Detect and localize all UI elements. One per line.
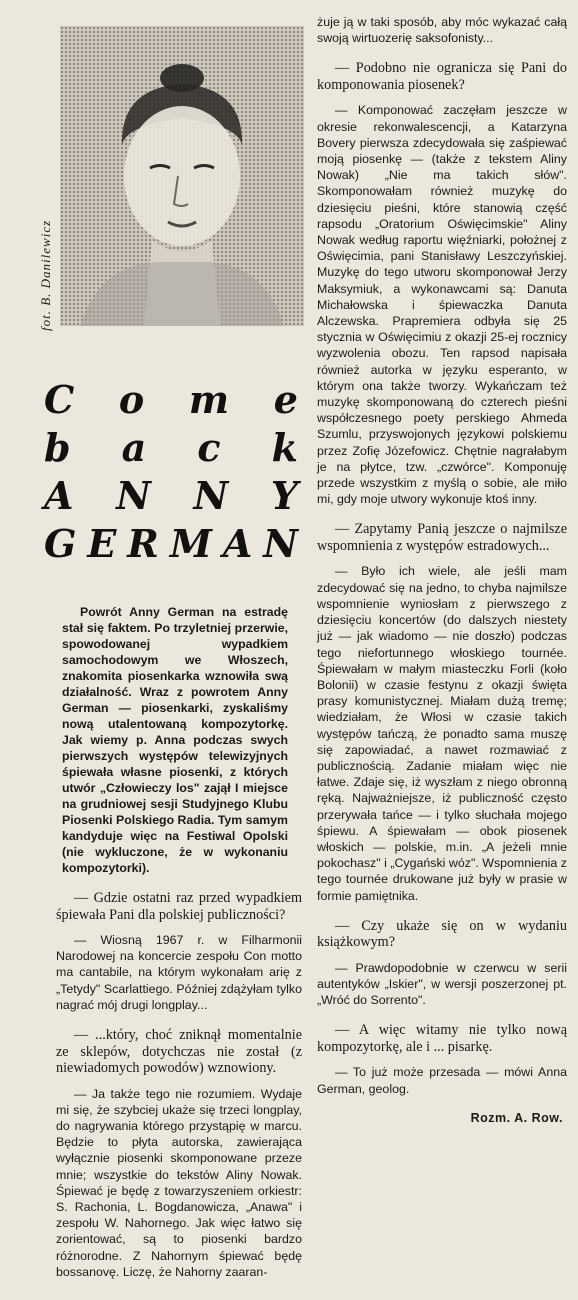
question-1: — Gdzie ostatni raz przed wypadkiem śpiewała Pani dla polskiej publiczności? [56, 890, 302, 923]
headline-row-3 [44, 472, 298, 520]
lead-paragraph: Powrót Anny German na estradę stał się faktem. Po trzyletniej przerwie, spowodowanej wypadkiem samochodowym we Włoszech, znakomita piosenkarka wznowiła swą działalność. Wraz z powrotem Anny German — piosenkarki, zyskaliśmy nową utalentowaną kompozytorkę. Jak wiemy p. Anna podczas swych pierwszych występów telewizyjnych śpiewała własne piosenki, z których utwór „Człowieczy los" zajął I miejsce na grudniowej sesji Studyjnego Klubu Piosenki Polskiego Radia. Tym samym kandyduje więc na Festiwal Opolski (nie wykluczone, że w wykonaniu kompozytorki). [62, 605, 288, 875]
headline-letter: Y [270, 473, 298, 518]
headline-letter: N [193, 473, 229, 518]
headline-letter: e [273, 377, 298, 422]
question-2: — ...który, choć zniknął momentalnie ze sklepów, dotychczas nie został (z niewiadomych powodów) wznowiony. [56, 1027, 302, 1077]
headline-letter: A [222, 521, 253, 566]
headline-letter: k [271, 425, 298, 470]
headline-letter: c [197, 425, 221, 470]
headline-row-2 [44, 424, 298, 472]
author-signature: Rozm. A. Row. [470, 1110, 563, 1125]
headline-row-1 [44, 376, 298, 424]
photo-credit: fot. B. Danilewicz [38, 219, 53, 331]
headline [38, 376, 308, 568]
answer-3: — Komponować zaczęłam jeszcze w okresie rekonwalescencji, a Katarzyna Bovery pierwsza zdecydowała się zaśpiewać moją piosenkę — (także z tekstem Aliny Nowak) „Nie ma takich słów". Skomponowałam również muzykę do dziesięciu pieśni, które stanowią część rapsodu „Oratorium Oświęcimskie" Aliny Nowak według raportu więźniarki, położnej z Oświęcimia, pani Stanisławy Leszczyńskiej. Muzykę do tego utworu skomponował Jerzy Maksymiuk, a wykonawcami są: Danuta Michałowska i śpiewaczka Danuta Alczewska. Prapremiera odbyła się 25 stycznia w Oświęcimiu z okazji 25-ej rocznicy wyzwolenia obozu. Ten rapsod napisała również autorka w języku esperanto, w którym ona także tworzy. Wykańczam też muzykę skomponowaną do czterech pieśni współczesnego poety perskiego Ahmeda Szumlu, przyswojonych językowi polskiemu przez Zofię Józefowicz. Chętnie nagrałabym je na płytce, tzw. „czwórce". Komponuję przede wszystkim z myślą o sobie, ale miło mi, gdy moje utwory wykonuje ktoś inny. [317, 103, 567, 507]
right-column [315, 14, 573, 1125]
headline-letter: a [121, 425, 147, 470]
headline-letter: E [87, 521, 117, 566]
question-6: — A więc witamy nie tylko nową kompozytorkę, ale i ... pisarkę. [317, 1022, 567, 1055]
question-3: — Podobno nie ogranicza się Pani do komponowania piosenek? [317, 60, 567, 93]
headline-letter: m [188, 377, 230, 422]
answer-2: — Ja także tego nie rozumiem. Wydaje mi się, że szybciej ukaże się trzeci longplay, do nagrywania którego przystąpię w marcu. Będzie to płyta autorska, zawierająca wyłącznie piosenki skomponowane przeze mnie; wszystkie do tekstów Aliny Nowak. Śpiewać je będę z towarzyszeniem orkiestr: S. Rachonia, L. Bogdanowicza, „Anawa" i zespołu W. Nahornego. Jak więc łatwo się zorientować, są to piosenki bardzo różnorodne. Z Nahornym śpiewać będę bossanovę. Liczę, że Nahorny zaaran- [56, 1086, 302, 1279]
left-column [38, 14, 308, 1280]
answer-5: — Prawdopodobnie w czerwcu w serii autentyków „Iskier", w wersji poszerzonej pt. „Wróć do Sorrento". [317, 960, 567, 1008]
answer-1: — Wiosną 1967 r. w Filharmonii Narodowej na koncercie zespołu Con motto ma cantabile, na którym wykonałam arię z „Tetydy" Scarlattiego. Później zdążyłam tylko nagrać mój drugi longplay... [56, 933, 302, 1012]
photo-block [38, 14, 308, 336]
headline-letter: R [127, 521, 159, 566]
headline-letter: o [118, 377, 145, 422]
question-4: — Zapytamy Panią jeszcze o najmilsze wspomnienia z występów estradowych... [317, 521, 567, 554]
portrait-photo [60, 26, 304, 326]
headline-letter: C [44, 377, 75, 422]
question-5: — Czy ukaże się on w wydaniu książkowym? [317, 917, 567, 951]
headline-letter: M [169, 521, 212, 566]
headline-letter: b [44, 425, 71, 470]
answer-4: — Było ich wiele, ale jeśli mam zdecydować się na jedno, to chyba najmilsze wspomnienie wyniosłam z pierwszego z dziesięciu koncertów (do dalszych niestety już — jak wiadomo — nie doszło) podczas tego niefortunnego włoskiego tournée. Śpiewałam w małym miasteczku Forli (koło Bolonii) w czasie festynu z okazji święta prasy komunistycznej. Miałam dużą tremę; wiedziałam, że Włosi w czasie takich występów tańczą, że ponadto sama muszę się zapowiadać, a nawet rozmawiać z publicznością. Zadanie miałam więc nie łatwe. Zdaje się, iż wyszłam z niego obronną ręką. Najważniejsze, iż publiczność często przerywała tańce — i tylko słuchała mojego śpiewu. A śpiewałam — obok piosenek włoskich — polskie, m.in. „A jeżeli mnie pokochasz" i „Cygański wóz". Wspomnienia z tego tournée drukowane już były w prasie w formie pamiętnika. [317, 564, 567, 903]
answer-6: — To już może przesada — mówi Anna German, geolog. [317, 1065, 567, 1096]
headline-letter: N [116, 473, 151, 518]
headline-row-4 [44, 520, 298, 568]
headline-letter: A [44, 473, 74, 518]
headline-letter: G [44, 521, 77, 566]
portrait-figure [60, 26, 304, 326]
headline-letter: N [263, 521, 298, 566]
answer-2-continued: żuje ją w taki sposób, aby móc wykazać całą swoją wirtuozerię saksofonisty... [317, 15, 567, 46]
